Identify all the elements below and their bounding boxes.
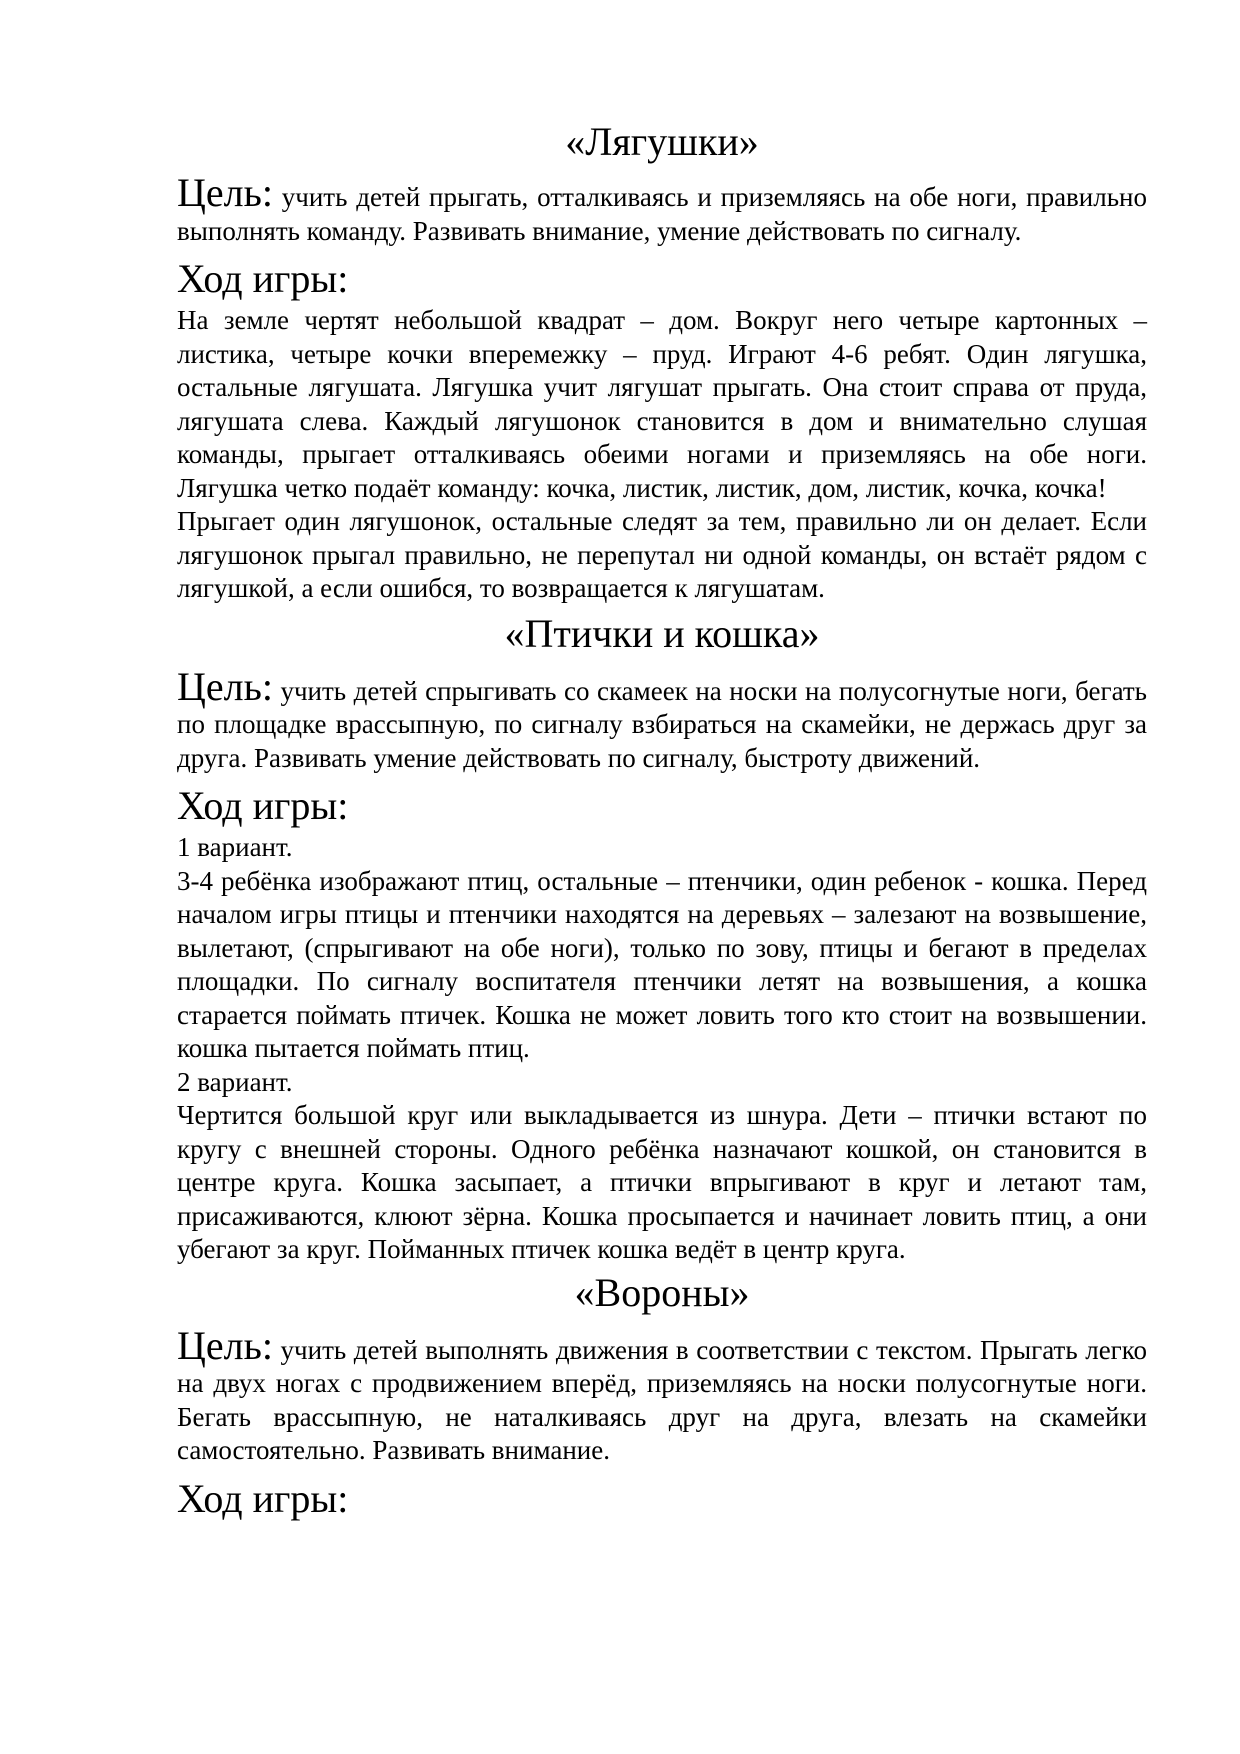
goal-text: учить детей прыгать, отталкиваясь и приземляясь на обе ноги, правильно выполнять команду. Развивать внимание, умение действовать по сигналу. [177,182,1147,246]
goal-paragraph [177,663,1147,776]
course-heading: Ход игры: [177,1475,349,1521]
goal-label: Цель: [177,663,273,709]
game-title-frogs: «Лягушки» [565,119,759,164]
game-title-crows: «Вороны» [574,1269,750,1315]
game-title-birds-and-cat: «Птички и кошка» [504,610,820,656]
course-heading: Ход игры: [177,783,349,828]
document-page [177,118,1147,1522]
goal-label: Цель: [177,1322,273,1368]
variant-label: 1 вариант. [177,832,293,862]
game-description: На земле чертят небольшой квадрат – дом. Вокруг него четыре картонных – листика, четыре кочки вперемежку – пруд. Играют 4-6 ребят. Один лягушка, остальные лягушата. Лягушка учит лягушат прыгать. Она стоит справа от пруда, лягушата слева. Каждый лягушонок становится в дом и внимательно слушая команды, прыгает отталкиваясь обеими ногами и приземляясь на обе ноги. Лягушка четко подаёт команду: кочка, листик, листик, дом, листик, кочка, кочка! [177,305,1147,503]
goal-label: Цель: [177,170,273,215]
variant-text: Чертится большой круг или выкладывается из шнура. Дети – птички встают по кругу с внешней стороны. Одного ребёнка назначают кошкой, он становится в центре круга. Кошка засыпает, а птички впрыгивают в круг и летают там, присаживаются, клюют зёрна. Кошка просыпается и начинает ловить птиц, а они убегают за круг. Пойманных птичек кошка ведёт в центр круга. [177,1100,1147,1264]
game-description: Прыгает один лягушонок, остальные следят за тем, правильно ли он делает. Если лягушонок прыгал правильно, не перепутал ни одной команды, он встаёт рядом с лягушкой, а если ошибся, то возвращается к лягушатам. [177,506,1147,603]
goal-text: учить детей выполнять движения в соответствии с текстом. Прыгать легко на двух ногах с продвижением вперёд, приземляясь на носки полусогнутые ноги. Бегать врассыпную, не наталкиваясь друг на друга, влезать на скамейки самостоятельно. Развивать внимание. [177,1334,1147,1465]
goal-text: учить детей спрыгивать со скамеек на носки на полусогнутые ноги, бегать по площадке врассыпную, по сигналу взбираться на скамейки, не держась друг за друга. Развивать умение действовать по сигналу, быстроту движений. [177,675,1147,773]
goal-paragraph [177,170,1147,248]
goal-paragraph [177,1322,1147,1468]
variant-text: 3-4 ребёнка изображают птиц, остальные – птенчики, один ребенок - кошка. Перед началом игры птицы и птенчики находятся на деревьях – залезают на возвышение, вылетают, (спрыгивают на обе ноги), только по зову, птицы и бегают в пределах площадки. По сигналу воспитателя птенчики летят на возвышения, а кошка старается поймать птичек. Кошка не может ловить того кто стоит на возвышении. кошка пытается поймать птиц. [177,865,1147,1063]
course-heading: Ход игры: [177,256,349,301]
variant-label: 2 вариант. [177,1066,293,1097]
